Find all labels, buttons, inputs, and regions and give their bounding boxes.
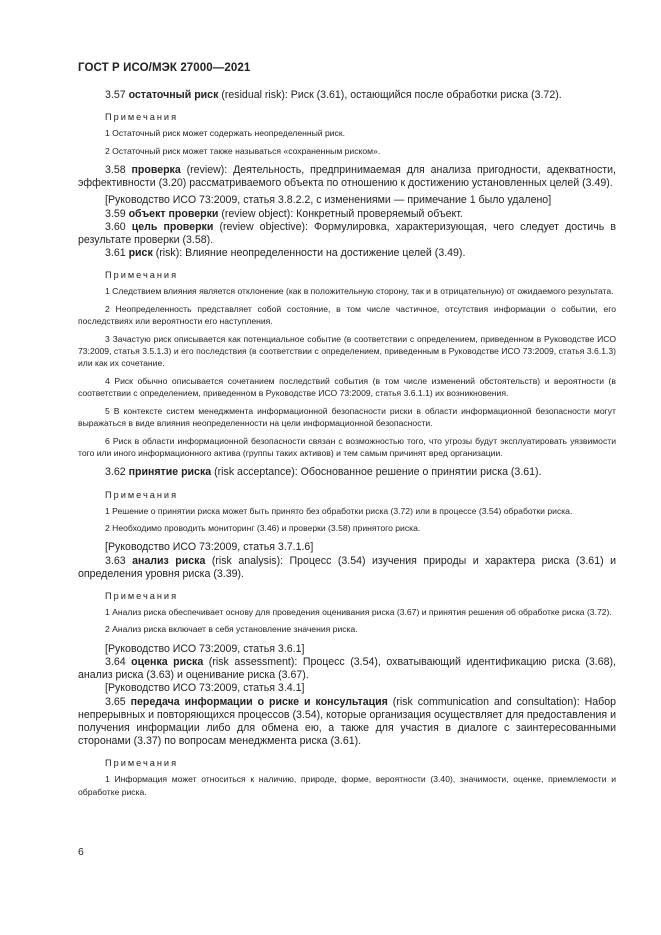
term-definition: (residual risk): Риск (3.61), остающийся после обработки риска (3.72). bbox=[221, 89, 562, 101]
term-3-60 bbox=[78, 221, 616, 247]
term-number: 3.60 bbox=[105, 220, 126, 233]
term-number: 3.61 bbox=[105, 247, 126, 260]
source-3-62: [Руководство ИСО 73:2009, статья 3.7.1.6] bbox=[105, 541, 314, 554]
note-3-61-1: 1 Следствием влияния является отклонение (как в положительную сторону, так и в отрицательную) от ожидаемого результата. bbox=[105, 286, 614, 297]
note-3-62-1: 1 Решение о принятии риска может быть принято без обработки риска (3.72) или в процессе (3.54) обработки риска. bbox=[105, 505, 573, 516]
document-header: ГОСТ Р ИСО/МЭК 27000—2021 bbox=[78, 62, 251, 74]
term-3-65 bbox=[78, 696, 616, 749]
term-name: цель проверки bbox=[131, 220, 214, 233]
source-3-63: [Руководство ИСО 73:2009, статья 3.6.1] bbox=[105, 642, 305, 655]
term-name: передача информации о риске и консультация bbox=[130, 695, 388, 708]
page-number: 6 bbox=[78, 846, 84, 858]
term-definition: (risk): Влияние неопределенности на достижение целей (3.49). bbox=[155, 247, 466, 260]
term-definition: (review objective): Формулировка, характеризующая, чего следует достичь в результате проверки (3.58). bbox=[78, 220, 616, 247]
term-name: оценка риска bbox=[131, 655, 204, 668]
term-3-59 bbox=[78, 208, 616, 221]
term-name: риск bbox=[128, 247, 153, 260]
note-3-61-4: 4 Риск обычно описывается сочетанием последствий события (в том числе изменений обстоятельств) и вероятности (в соответствии с определением, приведенном в Руководстве ИСО 73:2009, статья 3.6.1.1) их возникновения. bbox=[78, 375, 616, 399]
note-3-61-5: 5 В контексте систем менеджмента информационной безопасности риски в области информационной безопасности могут выражаться в виде влияния неопределенности на цели информационной безопасности. bbox=[78, 405, 616, 429]
term-name: проверка bbox=[131, 164, 181, 177]
term-3-63 bbox=[78, 555, 616, 581]
term-number: 3.64 bbox=[105, 655, 126, 668]
term-definition: (risk assessment): Процесс (3.54), охватывающий идентификацию риска (3.68), анализ риска (3.63) и оценивание риска (3.67). bbox=[78, 655, 616, 682]
term-definition: (risk analysis): Процесс (3.54) изучения природы и характера риска (3.61) и определения уровня риска (3.39). bbox=[78, 554, 617, 580]
note-3-62-2: 2 Необходимо проводить мониторинг (3.46) и проверки (3.58) принятого риска. bbox=[105, 522, 421, 533]
term-definition: (risk communication and consultation): Набор непрерывных и повторяющихся процессов (3.54), которые организация осуществляет для предоставления и получения информации либо для обмена ею, а также для участия в диалоге с заинтересованными сторонами (3.37) по вопросам менеджмента риска (3.61). bbox=[78, 695, 617, 748]
note-3-57-1: 1 Остаточный риск может содержать неопределенный риск. bbox=[105, 128, 345, 139]
term-number: 3.59 bbox=[105, 207, 126, 220]
notes-heading: Примечания bbox=[105, 590, 179, 601]
term-3-64 bbox=[78, 656, 616, 682]
term-name: объект проверки bbox=[128, 207, 219, 220]
term-3-62 bbox=[78, 466, 616, 479]
term-number: 3.57 bbox=[105, 89, 126, 101]
note-3-61-2: 2 Неопределенность представляет собой состояние, в том числе частичное, отсутствия информации о событии, его последствиях или вероятности его наступления. bbox=[78, 303, 616, 327]
term-number: 3.58 bbox=[105, 164, 126, 177]
term-3-58 bbox=[78, 164, 616, 190]
term-definition: (risk acceptance): Обоснованное решение о принятии риска (3.61). bbox=[214, 466, 542, 479]
term-number: 3.62 bbox=[105, 466, 126, 479]
term-name: остаточный риск bbox=[128, 89, 219, 101]
note-3-65-1: 1 Информация может относиться к наличию, природе, форме, вероятности (3.40), значимости, оценке, приемлемости и обработке риска. bbox=[78, 774, 616, 797]
term-3-57 bbox=[78, 89, 616, 102]
term-definition: (review): Деятельность, предпринимаемая для анализа пригодности, адекватности, эффективности (3.20) рассматриваемого объекта по отношению к достижению установленных целей (3.49). bbox=[78, 164, 616, 190]
notes-heading: Примечания bbox=[105, 758, 179, 769]
note-3-61-3: 3 Зачастую риск описывается как потенциальное событие (в соответствии с определением, приведенном в Руководстве ИСО 73:2009, статья 3.5.1.3) и его последствия (в соответствии с определением, приведенным в Руководстве ИСО 73:2009, статья 3.6.1.3) или как их сочетание. bbox=[78, 333, 616, 369]
source-3-64: [Руководство ИСО 73:2009, статья 3.4.1] bbox=[105, 682, 305, 695]
notes-heading: Примечания bbox=[105, 270, 179, 281]
term-3-61 bbox=[78, 247, 616, 260]
source-3-58: [Руководство ИСО 73:2009, статья 3.8.2.2, с изменениями — примечание 1 было удалено] bbox=[105, 194, 552, 207]
note-3-63-2: 2 Анализ риска включает в себя установление значения риска. bbox=[105, 624, 358, 635]
note-3-61-6: 6 Риск в области информационной безопасности связан с возможностью того, что угрозы будут эксплуатировать уязвимости того или иного информационного актива (группы таких активов) и тем самым причинят вред организации. bbox=[78, 435, 616, 458]
note-3-57-2: 2 Остаточный риск может также называться «сохраненным риском». bbox=[105, 145, 381, 156]
term-definition: (review object): Конкретный проверяемый объект. bbox=[221, 207, 463, 220]
notes-heading: Примечания bbox=[105, 489, 179, 500]
term-name: анализ риска bbox=[132, 554, 206, 567]
term-number: 3.63 bbox=[105, 554, 126, 567]
note-3-63-1: 1 Анализ риска обеспечивает основу для проведения оценивания риска (3.67) и принятия решения об обработке риска (3.72). bbox=[105, 606, 612, 617]
document-body bbox=[78, 89, 616, 798]
term-name: принятие риска bbox=[128, 466, 212, 479]
notes-heading: Примечания bbox=[105, 112, 179, 123]
term-number: 3.65 bbox=[105, 695, 126, 708]
